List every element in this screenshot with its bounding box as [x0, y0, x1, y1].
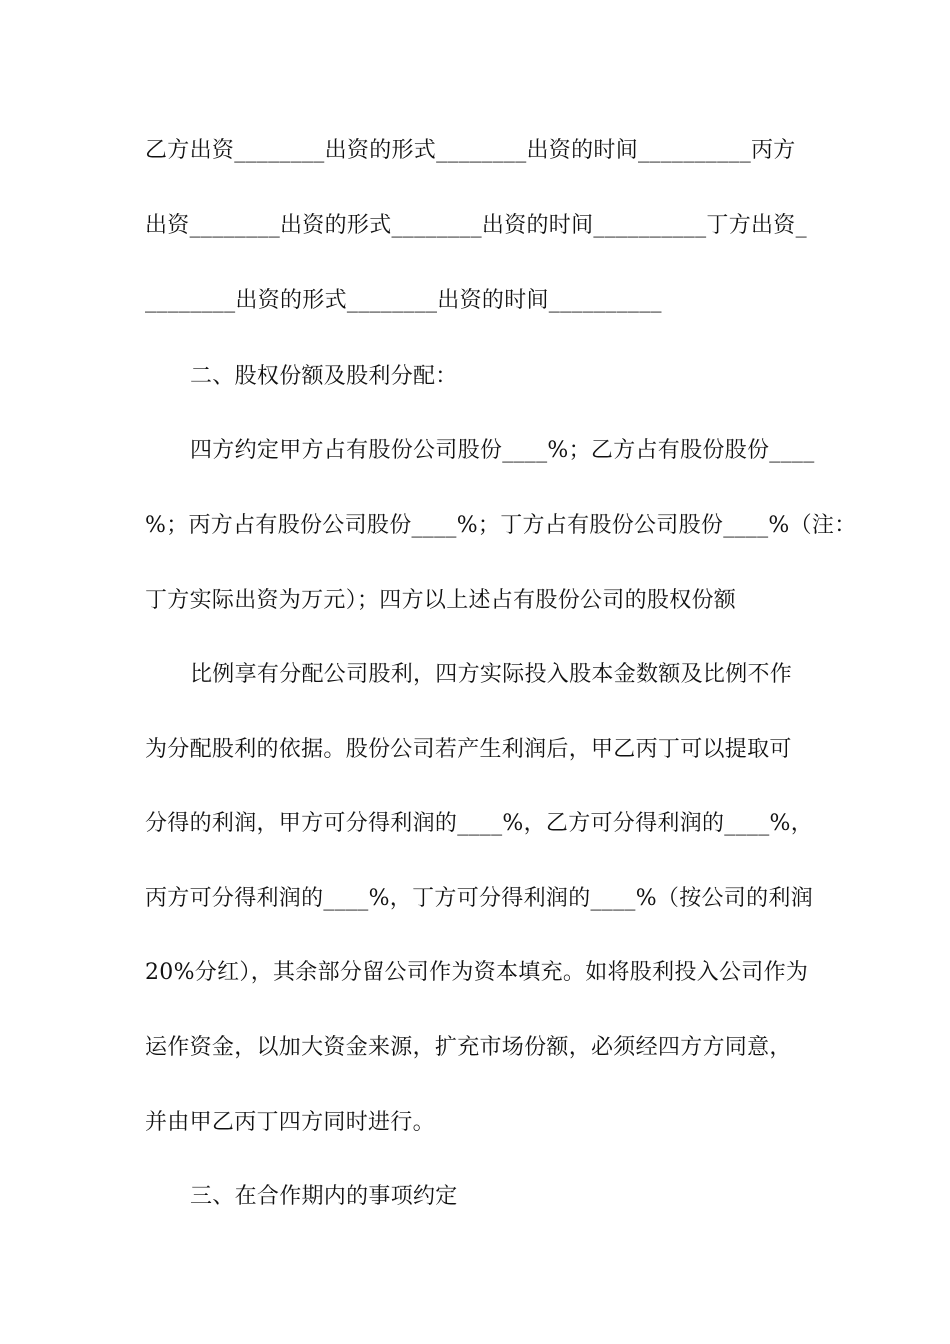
text-line: ________出资的形式________出资的时间__________ [145, 288, 662, 313]
section-heading: 二、股权份额及股利分配： [190, 364, 458, 389]
text-line: %；丙方占有股份公司股份____%；丁方占有股份公司股份____%（注： [145, 513, 857, 538]
text-line: 乙方出资________出资的形式________出资的时间__________丙方 [145, 138, 796, 163]
text-line: 比例享有分配公司股利，四方实际投入股本金数额及比例不作 [190, 662, 793, 687]
text-line: 并由甲乙丙丁四方同时进行。 [145, 1110, 435, 1135]
text-line: 为分配股利的依据。股份公司若产生利润后，甲乙丙丁可以提取可 [145, 737, 792, 762]
text-line: 20%分红），其余部分留公司作为资本填充。如将股利投入公司作为 [145, 960, 809, 985]
section-heading: 三、在合作期内的事项约定 [190, 1184, 458, 1209]
text-line: 丙方可分得利润的____%，丁方可分得利润的____%（按公司的利润 [145, 886, 814, 911]
text-line: 丁方实际出资为万元）；四方以上述占有股份公司的股权份额 [145, 588, 737, 613]
text-line: 四方约定甲方占有股份公司股份____%；乙方占有股份股份____ [190, 438, 815, 463]
text-line: 分得的利润，甲方可分得利润的____%，乙方可分得利润的____%， [145, 811, 814, 836]
text-line: 运作资金，以加大资金来源，扩充市场份额，必须经四方方同意， [145, 1035, 792, 1060]
text-line: 出资________出资的形式________出资的时间__________丁方出资_ [145, 213, 807, 238]
